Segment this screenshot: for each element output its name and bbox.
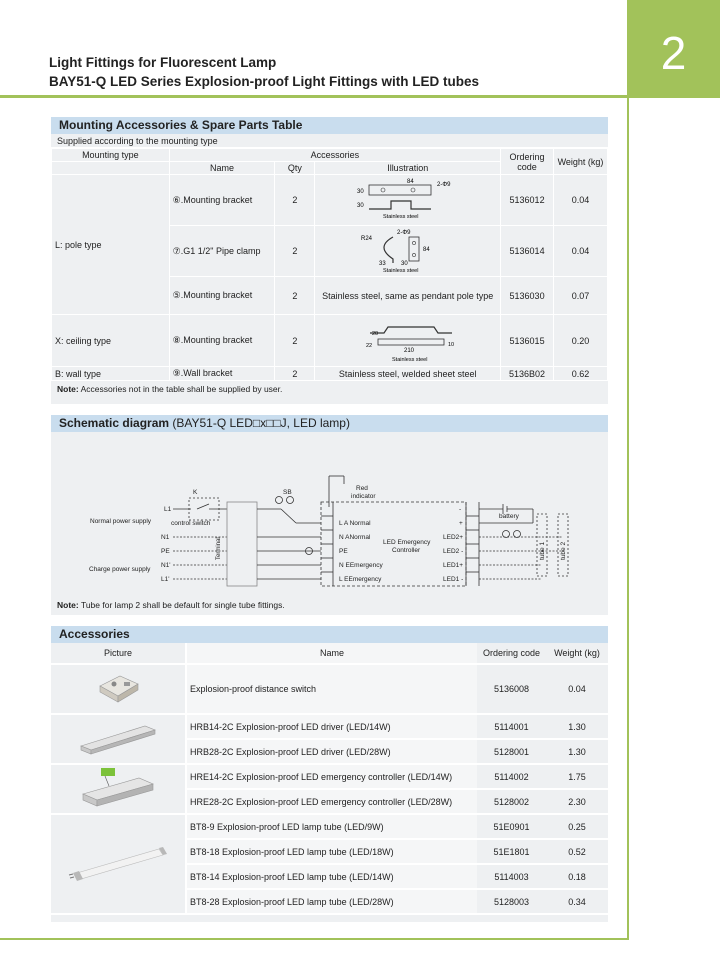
- row-name: ⑧.Mounting bracket: [169, 315, 275, 367]
- header-title-line1: Light Fittings for Fluorescent Lamp: [49, 55, 277, 70]
- row-code: 5136014: [501, 226, 554, 277]
- col-ordering-code: Ordering code: [501, 149, 554, 175]
- note-text: Tube for lamp 2 shall be default for single tube fittings.: [78, 600, 285, 610]
- row-weight: 0.52: [546, 839, 608, 864]
- accessories-section: [51, 626, 608, 922]
- spare-parts-section: [51, 117, 608, 404]
- row-code: 5136015: [501, 315, 554, 367]
- table-row: [51, 814, 608, 839]
- dim-label: 30: [356, 203, 364, 209]
- col-accessories: Accessories: [169, 149, 500, 162]
- bracket-drawing: [353, 176, 463, 222]
- red-indicator-label-2: indicator: [351, 493, 376, 500]
- material-label: Stainless steel: [391, 356, 428, 363]
- col-code: Ordering code: [477, 643, 546, 664]
- minus-label: -: [459, 506, 462, 513]
- accessories-table: [51, 643, 608, 915]
- dim-label: 30: [400, 261, 408, 267]
- header-title-line2: BAY51-Q LED Series Explosion-proof Light Fittings with LED tubes: [49, 74, 480, 89]
- led-tube-picture: [63, 833, 173, 893]
- row-name: Explosion-proof distance switch: [186, 664, 477, 714]
- row-weight: 1.75: [546, 764, 608, 789]
- k-label: K: [193, 489, 198, 496]
- col-name: Name: [169, 162, 275, 175]
- table-row: [51, 714, 608, 739]
- row-weight: 0.04: [554, 226, 608, 277]
- header-divider: [0, 95, 627, 98]
- row-code: 5136B02: [501, 367, 554, 381]
- row-name: BT8-9 Explosion-proof LED lamp tube (LED/9W): [186, 814, 477, 839]
- dim-label: 2-Φ9: [396, 230, 411, 236]
- l1p-label: L1': [161, 576, 170, 583]
- led1p-label: LED1+: [443, 562, 464, 569]
- col-weight: Weight (kg): [554, 149, 608, 175]
- row-name: HRB14-2C Explosion-proof LED driver (LED/14W): [186, 714, 477, 739]
- group-ceiling: X: ceiling type: [52, 315, 170, 367]
- row-weight: 0.04: [554, 175, 608, 226]
- tube2-label: tube 2: [560, 541, 567, 560]
- row-name: ⑦.G1 1/2" Pipe clamp: [169, 226, 275, 277]
- led1m-label: LED1 -: [443, 576, 464, 583]
- dim-label: 33: [378, 261, 386, 267]
- material-label: Stainless steel: [382, 268, 419, 273]
- row-weight: 0.25: [546, 814, 608, 839]
- col-weight: Weight (kg): [546, 643, 608, 664]
- le-label: L EEmergency: [339, 576, 382, 583]
- dim-label: 2-Φ9: [436, 182, 451, 188]
- dim-label: 210: [403, 347, 414, 354]
- nn-label: N ANormal: [339, 534, 371, 541]
- plus-label: +: [459, 520, 463, 527]
- pe-label: PE: [161, 548, 170, 555]
- schematic-note: [51, 592, 608, 613]
- row-qty: 2: [275, 175, 315, 226]
- row-code: 5136012: [501, 175, 554, 226]
- distance-switch-picture: [90, 668, 146, 708]
- col-illustration: Illustration: [315, 162, 501, 175]
- control-switch-label: control switch: [171, 520, 211, 527]
- table-row: [52, 315, 608, 367]
- driver-image: [51, 714, 186, 764]
- row-qty: 2: [275, 367, 315, 381]
- schematic-title-light: (BAY51-Q LED□x□□J, LED lamp): [169, 416, 350, 430]
- led-driver-picture: [73, 718, 163, 758]
- row-code: 51E1801: [477, 839, 546, 864]
- red-indicator-label-1: Red: [356, 485, 368, 492]
- n1p-label: N1': [161, 562, 171, 569]
- dim-label: 30: [356, 189, 364, 195]
- col-picture: Picture: [51, 643, 186, 664]
- row-illustration-text: Stainless steel, same as pendant pole type: [315, 277, 501, 315]
- controller-label-2: Controller: [392, 547, 421, 554]
- dim-label: 84: [406, 179, 414, 185]
- row-weight: 1.30: [546, 739, 608, 764]
- col-name: Name: [186, 643, 477, 664]
- right-border: [627, 98, 629, 940]
- tube1-label: tube 1: [539, 541, 546, 560]
- table-row: [51, 764, 608, 789]
- row-weight: 2.30: [546, 789, 608, 814]
- col-mounting-type: Mounting type: [52, 149, 170, 162]
- row-code: 5114002: [477, 764, 546, 789]
- wiring-diagram: [51, 432, 608, 592]
- row-qty: 2: [275, 277, 315, 315]
- chapter-number: 2: [660, 27, 687, 79]
- n1-label: N1: [161, 534, 170, 541]
- row-code: 5114001: [477, 714, 546, 739]
- note-text: Accessories not in the table shall be supplied by user.: [78, 384, 283, 394]
- emergency-controller-image: [51, 764, 186, 814]
- material-label: Stainless steel: [382, 214, 419, 220]
- row-code: 5128002: [477, 789, 546, 814]
- dim-label: R24: [360, 236, 372, 242]
- row-code: 5114003: [477, 864, 546, 889]
- row-weight: 0.18: [546, 864, 608, 889]
- schematic-title: [51, 415, 608, 432]
- led2p-label: LED2+: [443, 534, 464, 541]
- group-wall: B: wall type: [52, 367, 170, 381]
- row-name: ⑨.Wall bracket: [169, 367, 275, 381]
- row-name: ⑤.Mounting bracket: [169, 277, 275, 315]
- emergency-controller-picture: [73, 766, 163, 810]
- pe-in-label: PE: [339, 548, 348, 555]
- row-weight: 0.07: [554, 277, 608, 315]
- row-weight: 0.20: [554, 315, 608, 367]
- row-illustration-text: Stainless steel, welded sheet steel: [315, 367, 501, 381]
- row-code: 5136008: [477, 664, 546, 714]
- row-code: 5136030: [501, 277, 554, 315]
- row-qty: 2: [275, 226, 315, 277]
- dim-label: 10: [447, 341, 454, 348]
- dim-label: 22: [365, 342, 372, 349]
- row-weight: 1.30: [546, 714, 608, 739]
- sb-label: SB: [283, 489, 292, 496]
- row-qty: 2: [275, 315, 315, 367]
- table-row: [52, 367, 608, 381]
- row-name: BT8-14 Explosion-proof LED lamp tube (LED/14W): [186, 864, 477, 889]
- controller-label-1: LED Emergency: [383, 539, 431, 546]
- table-row: [52, 175, 608, 226]
- terminal-label: Terminal: [216, 537, 222, 560]
- clamp-drawing: [353, 227, 463, 273]
- note-label: Note:: [57, 384, 79, 394]
- spare-parts-title: Mounting Accessories & Spare Parts Table: [51, 117, 608, 134]
- chapter-tab: [627, 0, 720, 98]
- row-name: HRB28-2C Explosion-proof LED driver (LED/28W): [186, 739, 477, 764]
- dim-label: 20: [371, 330, 378, 337]
- lamp-tube-image: [51, 814, 186, 914]
- schematic-title-bold: Schematic diagram: [59, 416, 170, 430]
- charge-supply-label: Charge power supply: [89, 566, 151, 573]
- illustration-bracket-8: [315, 315, 501, 367]
- battery-label: battery: [499, 513, 519, 520]
- distance-switch-image: [51, 664, 186, 714]
- dim-label: 84: [422, 247, 430, 253]
- group-pole: L: pole type: [52, 175, 170, 315]
- row-code: 51E0901: [477, 814, 546, 839]
- spare-parts-note: [51, 381, 608, 397]
- illustration-bracket-6: [315, 175, 501, 226]
- col-qty: Qty: [275, 162, 315, 175]
- bottom-border: [0, 938, 629, 940]
- row-name: ⑥.Mounting bracket: [169, 175, 275, 226]
- accessories-title: Accessories: [51, 626, 608, 643]
- l1-label: L1: [164, 506, 172, 513]
- row-name: BT8-28 Explosion-proof LED lamp tube (LED/28W): [186, 889, 477, 914]
- row-name: HRE14-2C Explosion-proof LED emergency controller (LED/14W): [186, 764, 477, 789]
- led2m-label: LED2 -: [443, 548, 464, 555]
- table-row: [51, 664, 608, 714]
- supplied-note: Supplied according to the mounting type: [51, 134, 608, 148]
- ln-label: L A Normal: [339, 520, 371, 527]
- spare-parts-table: [51, 148, 608, 381]
- row-weight: 0.34: [546, 889, 608, 914]
- ceiling-bracket-drawing: [348, 317, 468, 363]
- schematic-section: [51, 415, 608, 615]
- illustration-pipe-clamp: [315, 226, 501, 277]
- row-name: HRE28-2C Explosion-proof LED emergency controller (LED/28W): [186, 789, 477, 814]
- row-code: 5128003: [477, 889, 546, 914]
- normal-supply-label: Normal power supply: [90, 518, 152, 525]
- row-code: 5128001: [477, 739, 546, 764]
- row-weight: 0.04: [546, 664, 608, 714]
- ne-label: N EEmergency: [339, 562, 383, 569]
- note-label: Note:: [57, 600, 79, 610]
- row-weight: 0.62: [554, 367, 608, 381]
- row-name: BT8-18 Explosion-proof LED lamp tube (LED/18W): [186, 839, 477, 864]
- page-header: [0, 0, 627, 97]
